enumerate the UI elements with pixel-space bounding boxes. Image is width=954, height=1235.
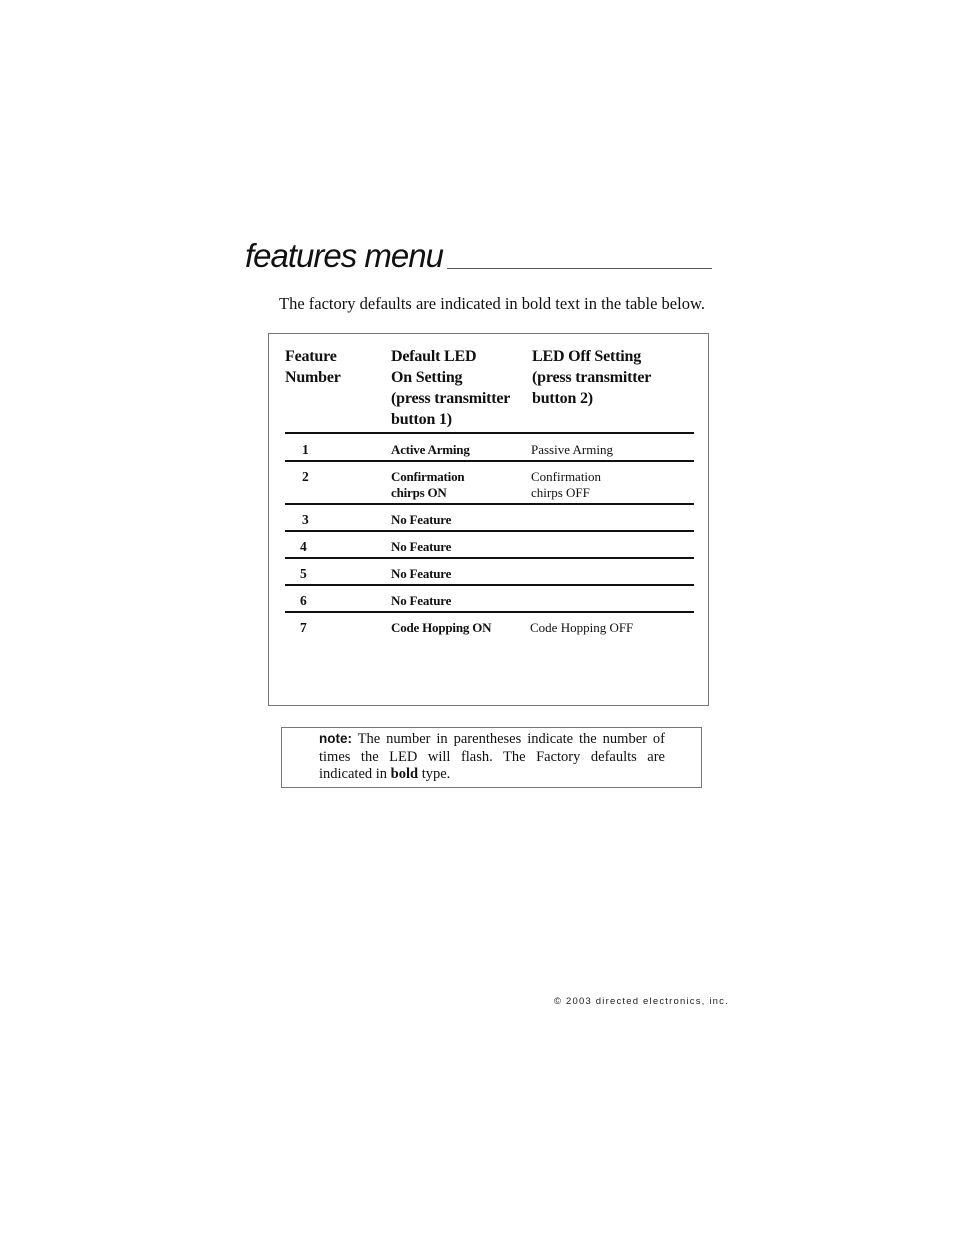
header-line: Number xyxy=(285,369,341,386)
header-line: Feature xyxy=(285,348,337,365)
header-line: Default LED xyxy=(391,348,477,365)
table-row-off-setting: Passive Arming xyxy=(531,442,613,457)
note-body-end: type. xyxy=(418,766,451,782)
header-line: button 2) xyxy=(532,390,593,407)
header-line: On Setting xyxy=(391,369,463,386)
table-row-on-setting: No Feature xyxy=(391,539,452,554)
note-body: The number in parentheses indicate the number of times the LED will flash. The Factory defaults are indicated in xyxy=(319,731,665,782)
table-row-number: 7 xyxy=(300,620,307,635)
on-line: Confirmation xyxy=(391,469,465,484)
table-row-number: 3 xyxy=(302,512,309,527)
on-line: chirps ON xyxy=(391,485,447,500)
table-row-on-setting: No Feature xyxy=(391,566,452,581)
table-row-on-setting: Active Arming xyxy=(391,442,470,457)
table-row-on-setting xyxy=(391,469,464,501)
row-divider xyxy=(285,611,694,613)
row-divider xyxy=(285,584,694,586)
table-row-number: 2 xyxy=(302,469,309,484)
off-line: chirps OFF xyxy=(531,485,590,500)
note-label: note: xyxy=(319,731,352,746)
note-bold-word: bold xyxy=(390,766,419,782)
header-line: (press transmitter xyxy=(391,390,511,407)
table-row-number: 1 xyxy=(302,442,309,457)
table-row-number: 6 xyxy=(300,593,307,608)
row-divider xyxy=(285,432,694,434)
title-rule xyxy=(447,268,712,269)
header-line: LED Off Setting xyxy=(532,348,642,365)
table-row-on-setting: Code Hopping ON xyxy=(391,620,492,635)
row-divider xyxy=(285,503,694,505)
intro-text: The factory defaults are indicated in bold text in the table below. xyxy=(279,294,705,313)
row-divider xyxy=(285,557,694,559)
table-row-number: 5 xyxy=(300,566,307,581)
table-row-on-setting: No Feature xyxy=(391,593,452,608)
off-line: Confirmation xyxy=(531,469,602,484)
row-divider xyxy=(285,530,694,532)
table-row-off-setting xyxy=(531,469,601,501)
table-row-on-setting: No Feature xyxy=(391,512,452,527)
copyright-footer: © 2003 directed electronics, inc. xyxy=(554,996,729,1007)
header-line: (press transmitter xyxy=(532,369,652,386)
table-row-off-setting: Code Hopping OFF xyxy=(530,620,634,635)
header-default-led-on xyxy=(391,346,510,430)
header-led-off xyxy=(532,346,651,409)
header-line: button 1) xyxy=(391,411,452,428)
note-text xyxy=(319,730,665,784)
header-feature-number xyxy=(285,346,341,388)
table-row-number: 4 xyxy=(300,539,307,554)
row-divider xyxy=(285,460,694,462)
page-title: features menu xyxy=(245,237,443,274)
